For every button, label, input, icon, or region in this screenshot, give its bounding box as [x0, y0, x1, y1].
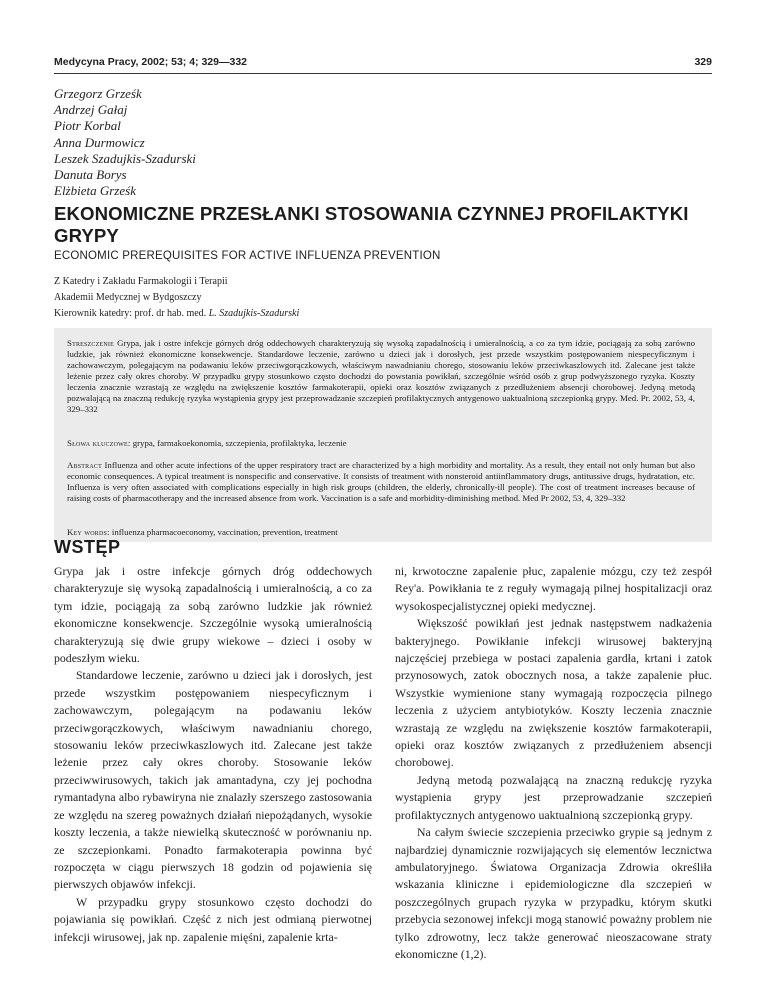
streszczenie-text: Grypa, jak i ostre infekcje górnych dróg oddechowych charakteryzują się wysoką zapadalnością i umieralnością, a co za tym idzie, pociągają za sobą zarówno ludzkie, jak również ekonomiczne konsekwencje. Standardowe leczenie, zarówno u dzieci jak i dorosłych, jest przede wszystkim postępowaniem niespecyficznym i zachowawczym, polegającym na podawaniu leków przeciwgorączkowych, właściwym nawadnianiu chorego, stosowaniu leków przeciwkaszlowych itd. Zalecane jest także leżenie przez cały okres choroby. W przypadku grypy stosunkowo często dochodzi do powstania powikłań, szczególnie wśród osób z grup podwyższonego ryzyka. Koszty leczenia znacznie wzrastają ze względu na zwiększenie kosztów farmakoterapii, opieki oraz kosztów związanych z przedłużeniem absencji chorobowej. Jedyną metodą pozwalającą na znaczną redukcję ryzyka wystąpienia grypy jest przeprowadzanie szczepień profilaktycznych antygenowo uaktualnioną szczepionką grypy. Med. Pr. 2002, 53, 4, 329–332 [67, 338, 695, 414]
journal-citation: Medycyna Pracy, 2002; 53; 4; 329—332 [54, 56, 248, 68]
key-words-block [67, 527, 695, 538]
author-name: Piotr Korbal [54, 118, 121, 134]
author-name: Danuta Borys [54, 167, 127, 183]
article-title: EKONOMICZNE PRZESŁANKI STOSOWANIA CZYNNEJ PROFILAKTYKI GRYPY [54, 203, 689, 246]
body-paragraph: Standardowe leczenie, zarówno u dzieci jak i dorosłych, jest przede wszystkim postępowaniem niespecyficznym i zachowawczym, polegającym na podawaniu leków przeciwgorączkowych, właściwym nawadnianiu chorego, stosowaniu leków przeciwkaszlowych itd. Zalecane jest także leżenie przez cały okres choroby. Stosowanie leków przeciwwirusowych, takich jak amantadyna, czy jej pochodna rymantadyna albo rybawiryna nie znalazły szerszego zastosowania ze względu na szereg poważnych działań niepożądanych, wysokie koszty leczenia, a także niewielką skuteczność w porównaniu np. ze szczepionkami. Ponadto farmakoterapia powinna być rozpoczęta w ciągu pierwszych 18 godzin od pojawienia się pierwszych objawów infekcji. [54, 668, 372, 892]
author-name: Elżbieta Grześk [54, 183, 136, 199]
author-name: Leszek Szadujkis-Szadurski [54, 150, 196, 166]
streszczenie-label: Streszczenie [67, 338, 114, 348]
key-words-label: Key words: [67, 527, 110, 537]
header-rule [54, 73, 712, 74]
body-column-right [395, 563, 712, 963]
section-heading: WSTĘP [54, 537, 121, 557]
abstract-block [67, 460, 695, 504]
slowa-kluczowe-label: Słowa kluczowe: [67, 438, 131, 448]
slowa-kluczowe-block [67, 438, 695, 449]
affiliation-department: Z Katedry i Zakładu Farmakologii i Terapii [54, 276, 228, 287]
body-column-left [54, 563, 372, 946]
abstract-box [54, 328, 712, 542]
affiliation-head-name: L. Szadujkis-Szadurski [208, 308, 300, 320]
running-head [54, 56, 712, 72]
affiliation-head [54, 306, 299, 322]
body-paragraph: Grypa jak i ostre infekcje górnych dróg oddechowych charakteryzuje się wysoką zapadalnością i umieralnością, a co za tym idzie, pociągają za sobą zarówno ludzkie jak również ekonomiczne konsekwencje. Szczególnie wysoką umieralnością charakteryzują się dwie grupy wiekowe – dzieci i osoby w podeszłym wieku. [54, 564, 372, 666]
affiliation-institution: Akademii Medycznej w Bydgoszczy [54, 292, 202, 304]
streszczenie-block [67, 338, 695, 415]
article-subtitle: ECONOMIC PREREQUISITES FOR ACTIVE INFLUENZA PREVENTION [54, 250, 441, 262]
page-number: 329 [694, 56, 712, 68]
key-words-text: influenza pharmacoeconomy, vaccination, prevention, treatment [109, 527, 338, 537]
author-list [54, 86, 196, 199]
body-paragraph: Większość powikłań jest jednak następstwem nadkażenia bakteryjnego. Powikłanie infekcji wirusowej bakteryjną najczęściej przebiega w postaci zapalenia gardła, krtani i zatok przynosowych, zatok obocznych nosa, a także zapalenie płuc. Wszystkie wymienione stany wymagają rozpoczęcia pilnego leczenia z użyciem antybiotyków. Koszty leczenia znacznie wzrastają ze względu na zwiększenie kosztów farmakoterapii, opieki oraz kosztów związanych z przedłużeniem absencji chorobowej. [395, 616, 712, 770]
affiliation-head-prefix: Kierownik katedry: prof. dr hab. med. [54, 308, 209, 320]
affiliation [54, 274, 299, 323]
body-paragraph: W przypadku grypy stosunkowo często dochodzi do pojawiania się powikłań. Część z nich jest odmianą pierwotnej infekcji wirusowej, jak np. zapalenie mięśni, zapalenie krta- [54, 894, 372, 944]
slowa-kluczowe-text: grypa, farmakoekonomia, szczepienia, profilaktyka, leczenie [130, 438, 347, 448]
abstract-text: Influenza and other acute infections of the upper respiratory tract are characterized by a high morbidity and mortality. As a result, they entail not only human but also economic consequences. A typical treatment is nonspecific and conservative. It consists of treatment with nonsteroid antiinflammatory drugs, antitussive drugs, hydratation, etc. Influenza is very often associated with complications especially in high risk groups (children, the elderly, chronically-ill people). The cost of treatment increases because of raising costs of pharmacotherapy and the increased absence from work. Vaccination is a safe and morbidity-diminishing method. Med Pr 2002, 53, 4, 329–332 [67, 460, 695, 503]
author-name: Andrzej Gałaj [54, 102, 128, 118]
author-name: Grzegorz Grześk [54, 86, 142, 101]
body-paragraph: ni, krwotoczne zapalenie płuc, zapalenie mózgu, czy też zespół Rey'a. Powikłania te z reguły wymagają pilnej hospitalizacji oraz wysokospecjalistycznej opieki medycznej. [395, 564, 712, 613]
body-paragraph: Jedyną metodą pozwalającą na znaczną redukcję ryzyka wystąpienia grypy jest przeprowadzanie szczepień profilaktycznych antygenowo uaktualnioną szczepionką grypy. [395, 772, 712, 822]
author-name: Anna Durmowicz [54, 134, 145, 150]
abstract-label: Abstract [67, 460, 102, 470]
body-paragraph: Na całym świecie szczepienia przeciwko grypie są jednym z najbardziej dynamicznie rozwijających się elementów lecznictwa ambulatoryjnego. Światowa Organizacja Zdrowia określiła wskazania kliniczne i epidemiologiczne dla szczepień w poszczególnych grupach ryzyka w przypadku, którym skutki przebycia sezonowej infekcji mogą stanowić poważny problem nie tylko zdrowotny, lecz także generować nieoszacowane straty ekonomiczne (1,2). [395, 825, 712, 961]
